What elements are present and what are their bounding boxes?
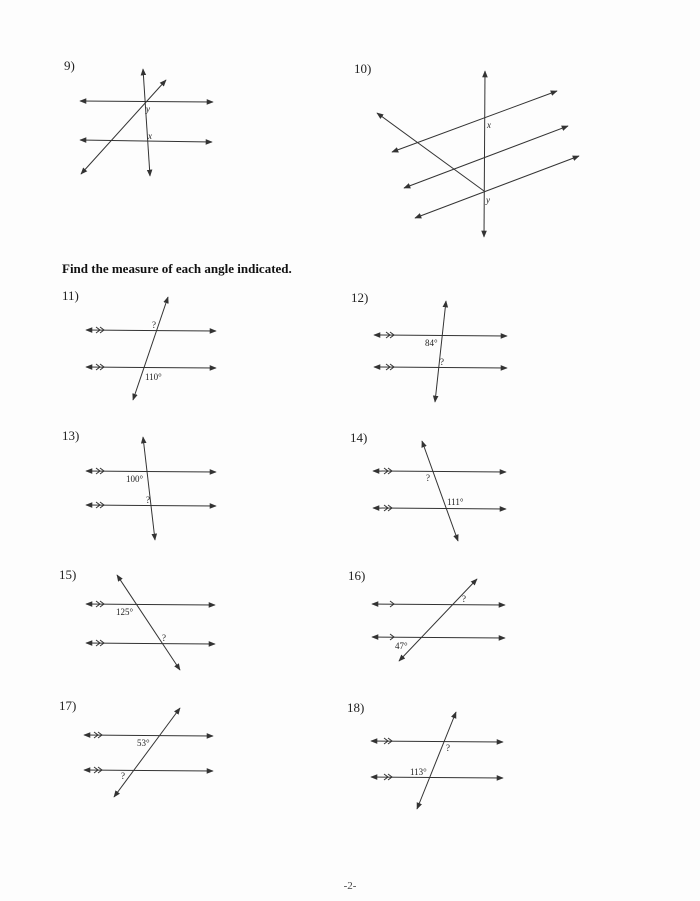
parallel-line (372, 604, 505, 605)
parallel-tick-marks (94, 327, 394, 780)
transversal-line (81, 80, 166, 174)
angle-label: 111° (447, 497, 464, 507)
parallel-line (86, 471, 216, 472)
parallel-line (372, 637, 505, 638)
problem-number-15: 15) (59, 567, 77, 582)
transversal-line (143, 437, 155, 540)
figure-11 (86, 297, 216, 400)
angle-label: y (486, 195, 490, 205)
angle-label: 110° (145, 372, 162, 382)
parallel-line (415, 156, 579, 218)
parallel-line (392, 91, 557, 152)
angle-label: 84° (425, 338, 438, 348)
problem-number-17: 17) (59, 698, 77, 713)
section-instruction: Find the measure of each angle indicated. (62, 261, 292, 276)
angle-label: 47° (395, 641, 408, 651)
parallel-line (86, 604, 215, 605)
angle-label: ? (446, 743, 450, 753)
figure-9 (80, 69, 213, 176)
transversal-line (399, 579, 477, 661)
parallel-line (86, 367, 216, 368)
parallel-line (373, 508, 506, 509)
problem-number-11: 11) (62, 288, 79, 303)
figure-16 (372, 579, 505, 661)
figure-15 (86, 575, 215, 670)
transversal-line (133, 297, 168, 400)
angle-label: 53° (137, 738, 150, 748)
figure-10 (377, 71, 579, 237)
transversal-line (114, 708, 180, 797)
angle-label: ? (162, 633, 166, 643)
angle-label: x (487, 120, 491, 130)
angle-label: ? (462, 594, 466, 604)
figure-17 (84, 708, 213, 797)
figure-14 (373, 441, 506, 541)
angle-label: ? (121, 771, 125, 781)
page-number: -2- (343, 880, 357, 892)
problem-number-18: 18) (347, 700, 365, 715)
angle-label: y (146, 104, 150, 114)
angle-label: ? (440, 357, 444, 367)
transversal-line (417, 712, 456, 809)
angle-label: 113° (410, 767, 427, 777)
parallel-line (84, 770, 213, 771)
parallel-line (84, 735, 213, 736)
parallel-line (373, 471, 506, 472)
parallel-line (404, 126, 568, 188)
angle-label: ? (152, 320, 156, 330)
angle-label: ? (426, 473, 430, 483)
angle-label: 100° (126, 474, 144, 484)
angle-label: 125° (116, 607, 134, 617)
transversal-line (484, 71, 485, 237)
transversal-line (422, 441, 458, 541)
transversal-line (143, 69, 150, 176)
transversal-line (117, 575, 180, 670)
parallel-line (80, 140, 212, 142)
figure-12 (374, 301, 507, 402)
problem-number-12: 12) (351, 290, 369, 305)
problem-number-16: 16) (348, 568, 366, 583)
angle-label: ? (146, 495, 150, 505)
transversal-line (435, 301, 446, 402)
problem-number-9: 9) (64, 58, 75, 73)
problem-number-10: 10) (354, 61, 372, 76)
parallel-line (86, 643, 215, 644)
problem-number-13: 13) (62, 428, 80, 443)
problem-number-14: 14) (350, 430, 368, 445)
angle-label: x (148, 131, 152, 141)
figure-18 (371, 712, 503, 809)
parallel-line (86, 330, 216, 331)
figure-13 (86, 437, 216, 540)
